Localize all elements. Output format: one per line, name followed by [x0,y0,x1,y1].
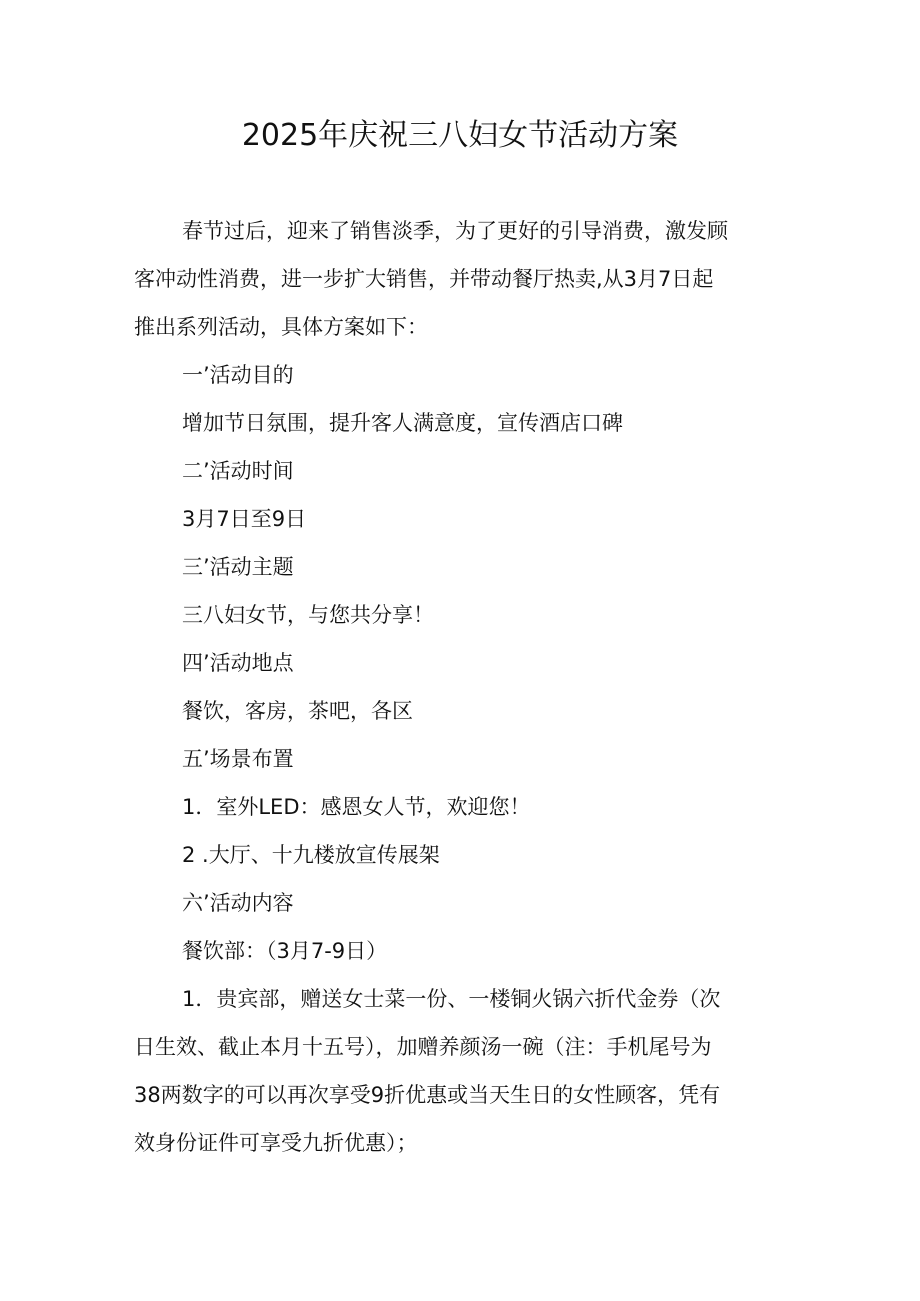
section-content-time: 3月7日至9日 [182,507,307,531]
section-heading-time: 二’活动时间 [182,459,294,483]
section-heading-setup: 五’场景布置 [182,747,294,771]
intro-line-3: 推出系列活动，具体方案如下： [134,315,428,339]
section-subheading-dining: 餐饮部：（3月7-9日） [182,939,388,963]
content-item-1-line-3: 38两数字的可以再次享受9折优惠或当天生日的女性顾客，凭有 [134,1083,721,1107]
section-content-purpose: 增加节日氛围，提升客人满意度，宣传酒店口碑 [182,411,623,435]
setup-item-1: 1．室外LED：感恩女人节，欢迎您！ [182,795,531,819]
section-heading-theme: 三’活动主题 [182,555,294,579]
section-heading-location: 四’活动地点 [182,651,294,675]
section-content-location: 餐饮，客房，茶吧，各区 [182,699,413,723]
content-item-1-line-1: 1．贵宾部，赠送女士菜一份、一楼铜火锅六折代金券（次 [182,987,721,1011]
section-content-theme: 三八妇女节，与您共分享！ [182,603,434,627]
content-item-1-line-2: 日生效、截止本月十五号），加赠养颜汤一碗（注：手机尾号为 [134,1035,712,1059]
document-title: 2025年庆祝三八妇女节活动方案 [241,118,679,153]
setup-item-2: 2 .大厅、十九楼放宣传展架 [182,843,440,867]
section-heading-content: 六’活动内容 [182,891,294,915]
intro-line-2: 客冲动性消费，进一步扩大销售，并带动餐厅热卖,从3月7日起 [134,267,714,291]
section-heading-purpose: 一’活动目的 [182,363,294,387]
intro-line-1: 春节过后，迎来了销售淡季，为了更好的引导消费，激发顾 [182,219,728,243]
content-item-1-line-4: 效身份证件可享受九折优惠）； [134,1131,418,1155]
